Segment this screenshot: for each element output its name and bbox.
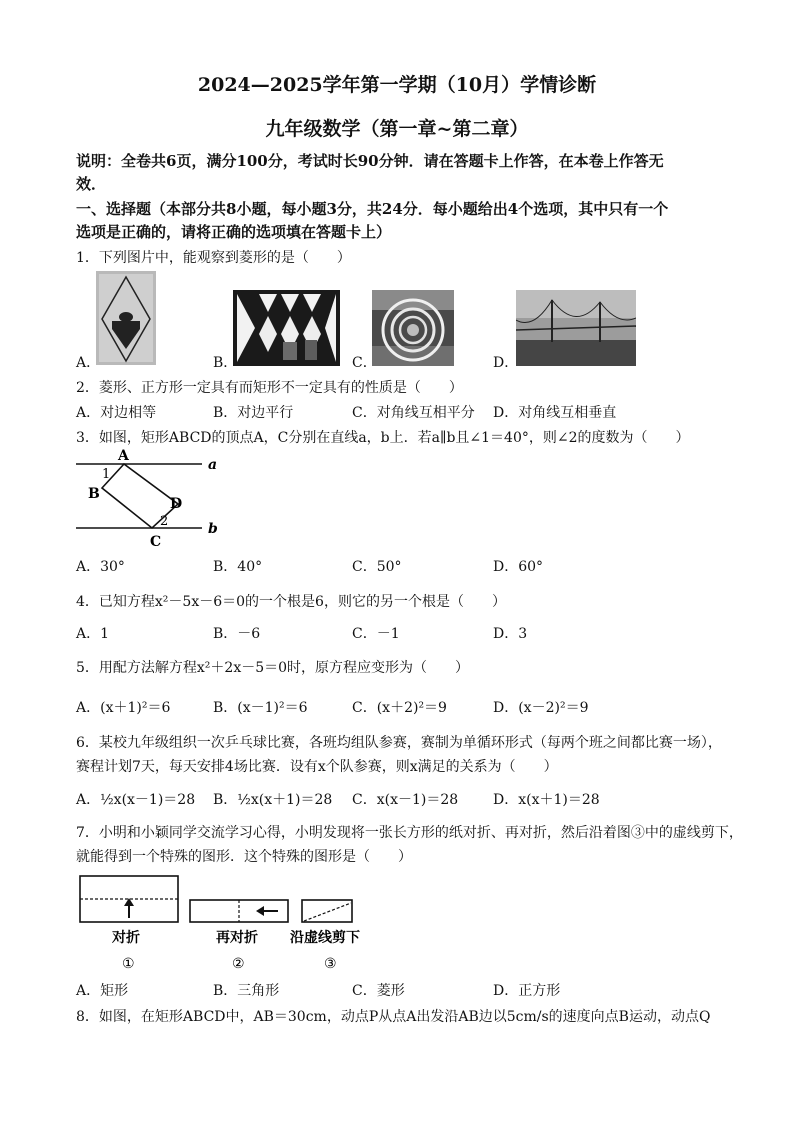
- question-4-option-c[interactable]: C．－1: [352, 626, 400, 642]
- question-7-option-c[interactable]: C．菱形: [352, 983, 405, 999]
- question-2-option-b[interactable]: B．对边平行: [213, 405, 294, 421]
- question-8-stem: 8．如图，在矩形ABCD中，AB＝30cm，动点P从点A出发沿AB边以5cm/s的速度向点B运动，动点Q: [76, 1009, 711, 1025]
- fig3-label-d: D: [170, 496, 183, 512]
- question-3-stem: 3．如图，矩形ABCD的顶点A，C分别在直线a，b上．若a∥b且∠1＝40°，则∠2的度数为（ ）: [76, 430, 690, 446]
- fig7-caption-2: 再对折: [216, 930, 258, 946]
- instructions-line-1: 说明：全卷共6页，满分100分，考试时长90分钟．请在答题卡上作答，在本卷上作答无: [76, 152, 664, 170]
- question-1-stem: 1．下列图片中，能观察到菱形的是（ ）: [76, 250, 351, 266]
- question-1-option-d[interactable]: D．: [493, 355, 519, 371]
- fig3-label-a: A: [118, 448, 129, 464]
- fig7-caption-3: 沿虚线剪下: [290, 930, 360, 946]
- question-2-option-c[interactable]: C．对角线互相平分: [352, 405, 475, 421]
- section-header-line-1: 一、选择题（本部分共8小题，每小题3分，共24分．每小题给出4个选项，其中只有一个: [76, 200, 669, 218]
- question-7-option-d[interactable]: D．正方形: [493, 983, 561, 999]
- question-2-option-d[interactable]: D．对角线互相垂直: [493, 405, 617, 421]
- question-2-option-a[interactable]: A．对边相等: [76, 405, 157, 421]
- question-6-stem-line-2: 赛程计划7天，每天安排4场比赛．设有x个队参赛，则x满足的关系为（ ）: [76, 759, 558, 775]
- question-7-option-a[interactable]: A．矩形: [76, 983, 129, 999]
- question-3-option-b[interactable]: B．40°: [213, 559, 263, 575]
- question-7-stem-line-2: 就能得到一个特殊的图形．这个特殊的图形是（ ）: [76, 849, 412, 865]
- option-c-image: [372, 290, 454, 366]
- question-1-option-b[interactable]: B．: [213, 355, 238, 371]
- arrow-left-icon: [256, 906, 264, 916]
- section-header-line-2: 选项是正确的，请将正确的选项填在答题卡上）: [76, 223, 392, 241]
- question-4-option-a[interactable]: A．1: [76, 626, 110, 642]
- question-6-option-d[interactable]: D．x(x＋1)＝28: [493, 792, 600, 808]
- question-6-option-c[interactable]: C．x(x－1)＝28: [352, 792, 459, 808]
- question-6-stem-line-1: 6．某校九年级组织一次乒乓球比赛，各班均组队参赛，赛制为单循环形式（每两个班之间都比赛一场），: [76, 735, 722, 751]
- question-7-stem-line-1: 7．小明和小颖同学交流学习心得，小明发现将一张长方形的纸对折、再对折，然后沿着图③中的虚线剪下，: [76, 825, 743, 841]
- option-b-image: [233, 290, 340, 366]
- fig7-number-1: ①: [122, 956, 135, 972]
- question-1-option-c[interactable]: C．: [352, 355, 377, 371]
- question-3-option-a[interactable]: A．30°: [76, 559, 125, 575]
- question-4-option-b[interactable]: B．－6: [213, 626, 261, 642]
- question-2-stem: 2．菱形、正方形一定具有而矩形不一定具有的性质是（ ）: [76, 380, 463, 396]
- fig3-label-c: C: [150, 534, 162, 550]
- question-7-option-b[interactable]: B．三角形: [213, 983, 280, 999]
- fig3-angle-2: 2: [160, 514, 169, 529]
- option-d-image: [516, 290, 636, 366]
- question-6-option-a[interactable]: A．½x(x－1)＝28: [76, 792, 196, 808]
- question-3-option-d[interactable]: D．60°: [493, 559, 544, 575]
- question-5-option-c[interactable]: C．(x＋2)²＝9: [352, 700, 447, 716]
- fig7-number-2: ②: [232, 956, 245, 972]
- option-a-image: [96, 271, 156, 365]
- fig3-label-line-a: a: [208, 457, 218, 473]
- question-5-stem: 5．用配方法解方程x²＋2x－5＝0时，原方程应变形为（ ）: [76, 660, 470, 676]
- page-subtitle: 九年级数学（第一章~第二章）: [265, 118, 529, 140]
- question-3-option-c[interactable]: C．50°: [352, 559, 402, 575]
- question-5-option-a[interactable]: A．(x＋1)²＝6: [76, 700, 171, 716]
- question-7-figures: [78, 874, 378, 974]
- fig7-caption-1: 对折: [112, 930, 140, 946]
- fig3-angle-1: 1: [102, 467, 111, 482]
- question-6-option-b[interactable]: B．½x(x＋1)＝28: [213, 792, 333, 808]
- question-4-option-d[interactable]: D．3: [493, 626, 528, 642]
- fig7-number-3: ③: [324, 956, 337, 972]
- question-5-option-b[interactable]: B．(x－1)²＝6: [213, 700, 308, 716]
- page-title: 2024—2025学年第一学期（10月）学情诊断: [197, 74, 597, 96]
- fig3-label-b: B: [88, 486, 100, 502]
- instructions-line-2: 效．: [76, 175, 107, 193]
- question-4-stem: 4．已知方程x²－5x－6＝0的一个根是6，则它的另一个根是（ ）: [76, 594, 506, 610]
- question-5-option-d[interactable]: D．(x－2)²＝9: [493, 700, 589, 716]
- fig3-label-line-b: b: [208, 521, 218, 537]
- question-1-option-a[interactable]: A．: [76, 355, 101, 371]
- question-3-figure: [74, 448, 234, 552]
